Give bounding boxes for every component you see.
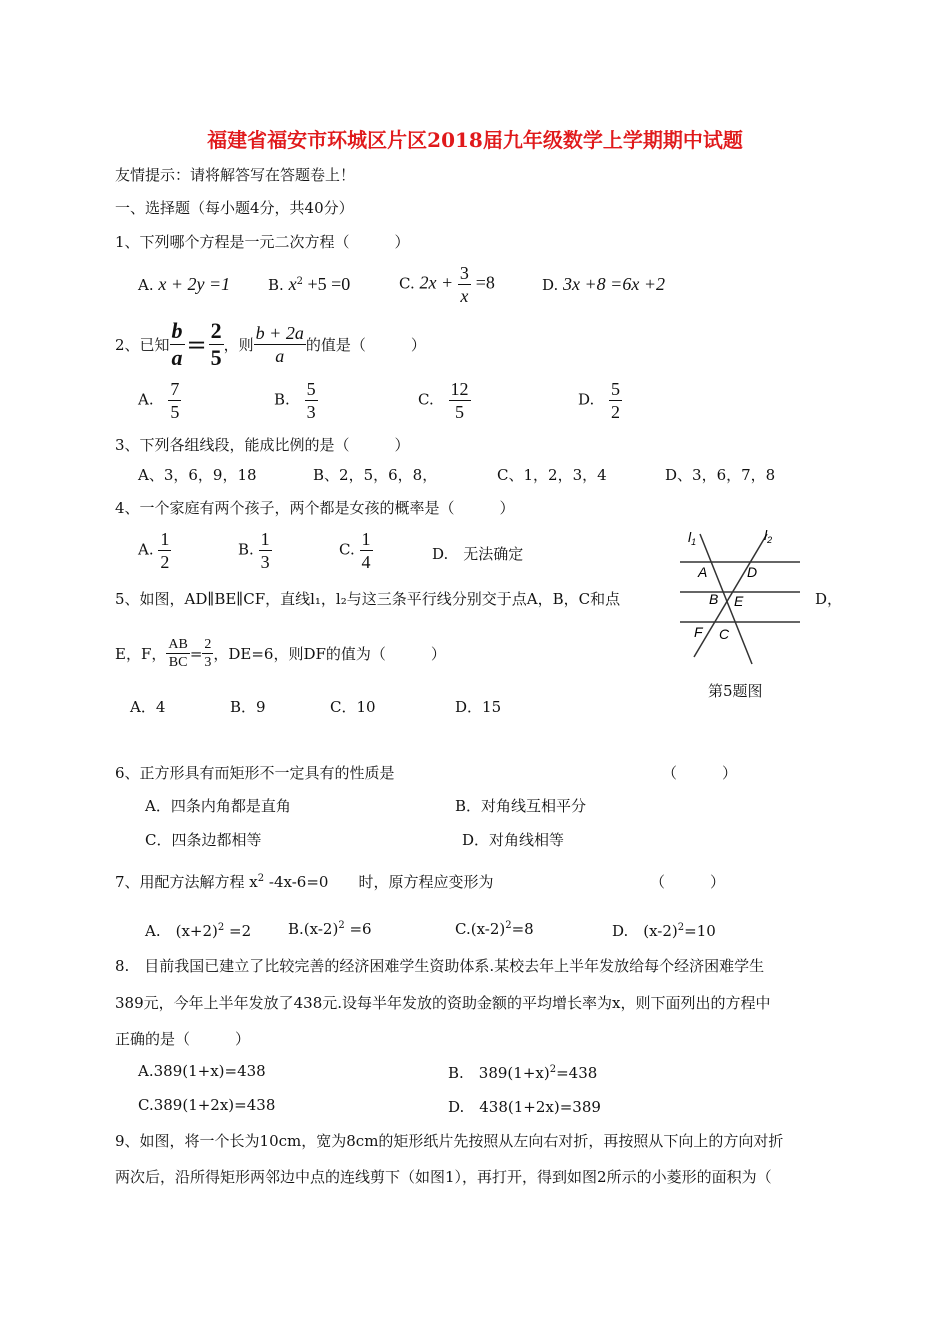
question-9-line-2: 两次后，沿所得矩形两邻边中点的连线剪下（如图1），再打开，得到如图2所示的小菱形的面积为（	[115, 1168, 772, 1186]
question-6-paren: （ ）	[662, 764, 738, 782]
question-4-stem: 4、一个家庭有两个孩子，两个都是女孩的概率是（ ）	[115, 499, 515, 517]
question-2-stem: 2、已知 $\frac{b}{a}$ = $\frac{2}{5}$ ，则 $\frac{b + 2a}{a}$ 的值是（ ）	[115, 318, 426, 370]
q3-option-a: A、3，6，9，18	[138, 466, 257, 484]
q7-option-a: A. $(x+2)^2 =2$	[145, 922, 252, 940]
q4-option-b: B. $\frac{1}{3}$	[238, 529, 270, 572]
question-5-line-1: 5、如图，AD∥BE∥CF，直线l₁，l₂与这三条平行线分别交于点A，B，C和点	[115, 590, 621, 608]
q1-option-a: A. x + 2y =1	[138, 274, 231, 294]
q2-option-b: B. $\frac{5}{3}$	[274, 379, 316, 422]
q7-option-c: $C.(x-2)^2=8$	[455, 920, 534, 938]
q5-option-d: D．15	[455, 698, 502, 716]
q5-option-a: A．4	[130, 698, 166, 716]
q7-option-d: D. $(x-2)^2=10$	[612, 922, 716, 940]
question-5-line-2: E，F， $\frac{AB}{BC}$ = $\frac{2}{3}$ ，DE=6，则DF的值为（ ）	[115, 637, 446, 670]
q4-option-a: A. $\frac{1}{2}$	[138, 529, 170, 572]
question-8-line-1: 8. 目前我国已建立了比较完善的经济困难学生资助体系.某校去年上半年发放给每个经济困难学生	[115, 957, 765, 975]
q8-option-a: A.389(1+x)=438	[138, 1062, 266, 1080]
q4-option-d: D. 无法确定	[432, 545, 524, 563]
question-7-stem: 7、用配方法解方程 $x^2$ -4x-6=0 时，原方程应变形为	[115, 873, 494, 891]
q6-option-d: D．对角线相等	[462, 831, 565, 849]
label-f: F	[694, 624, 703, 640]
question-8-line-2: 389元，今年上半年发放了438元.设每半年发放的资助金额的平均增长率为x，则下面列出的方程中	[115, 994, 771, 1012]
q3-option-b: B、2，5，6，8，	[313, 466, 438, 484]
q2-option-d: D. $\frac{5}{2}$	[578, 379, 621, 422]
q1-option-b: B. $x^2 +5 =0$	[268, 274, 351, 294]
question-6-stem: 6、正方形具有而矩形不一定具有的性质是	[115, 764, 395, 782]
question-7-paren: （ ）	[650, 873, 726, 891]
page-title: 福建省福安市环城区片区2018届九年级数学上学期期中试题	[207, 128, 743, 152]
section-heading: 一、选择题（每小题4分，共40分）	[115, 199, 354, 217]
q8-option-c: C.389(1+2x)=438	[138, 1096, 276, 1114]
q1-option-d: D. 3x +8 =6x +2	[542, 274, 665, 294]
q8-option-d: D. 438(1+2x)=389	[448, 1098, 601, 1116]
q6-option-c: C．四条边都相等	[145, 831, 262, 849]
question-1-stem: 1、下列哪个方程是一元二次方程（ ）	[115, 233, 410, 251]
q5-option-c: C．10	[330, 698, 376, 716]
q6-option-b: B．对角线互相平分	[455, 797, 587, 815]
q8-option-b: B. $389(1+x)^2=438$	[448, 1064, 598, 1082]
label-b: B	[709, 591, 719, 607]
label-d: D	[747, 564, 758, 580]
question-8-line-3: 正确的是（ ）	[115, 1030, 251, 1048]
q3-option-d: D、3，6，7，8	[665, 466, 776, 484]
q5-figure	[672, 522, 807, 667]
q4-option-c: C. $\frac{1}{4}$	[339, 529, 371, 572]
line-l1	[700, 534, 752, 664]
q6-option-a: A．四条内角都是直角	[145, 797, 291, 815]
label-l2: $l_2$	[764, 527, 773, 545]
question-9-line-1: 9、如图，将一个长为10cm，宽为8cm的矩形纸片先按照从左向右对折，再按照从下向上的方向对折	[115, 1132, 784, 1150]
q7-option-b: $B.(x-2)^2 =6$	[288, 920, 372, 938]
label-e: E	[734, 593, 744, 609]
tip-text: 友情提示：请将解答写在答题卷上！	[115, 166, 356, 184]
q3-option-c: C、1，2，3，4	[497, 466, 607, 484]
q5-figure-caption: 第5题图	[708, 682, 763, 700]
question-5-line-1-end: D，	[815, 590, 843, 608]
q1-option-c: C. 2x + $\frac{3}{x}$ =8	[399, 263, 495, 306]
q2-option-c: C. $\frac{12}{5}$	[418, 379, 469, 422]
q5-option-b: B．9	[230, 698, 266, 716]
label-c: C	[719, 626, 730, 642]
label-a: A	[698, 564, 708, 580]
line-l2	[694, 534, 767, 657]
q2-option-a: A. $\frac{7}{5}$	[138, 379, 180, 422]
question-3-stem: 3、下列各组线段，能成比例的是（ ）	[115, 436, 410, 454]
label-l1: $l_1$	[688, 529, 697, 547]
